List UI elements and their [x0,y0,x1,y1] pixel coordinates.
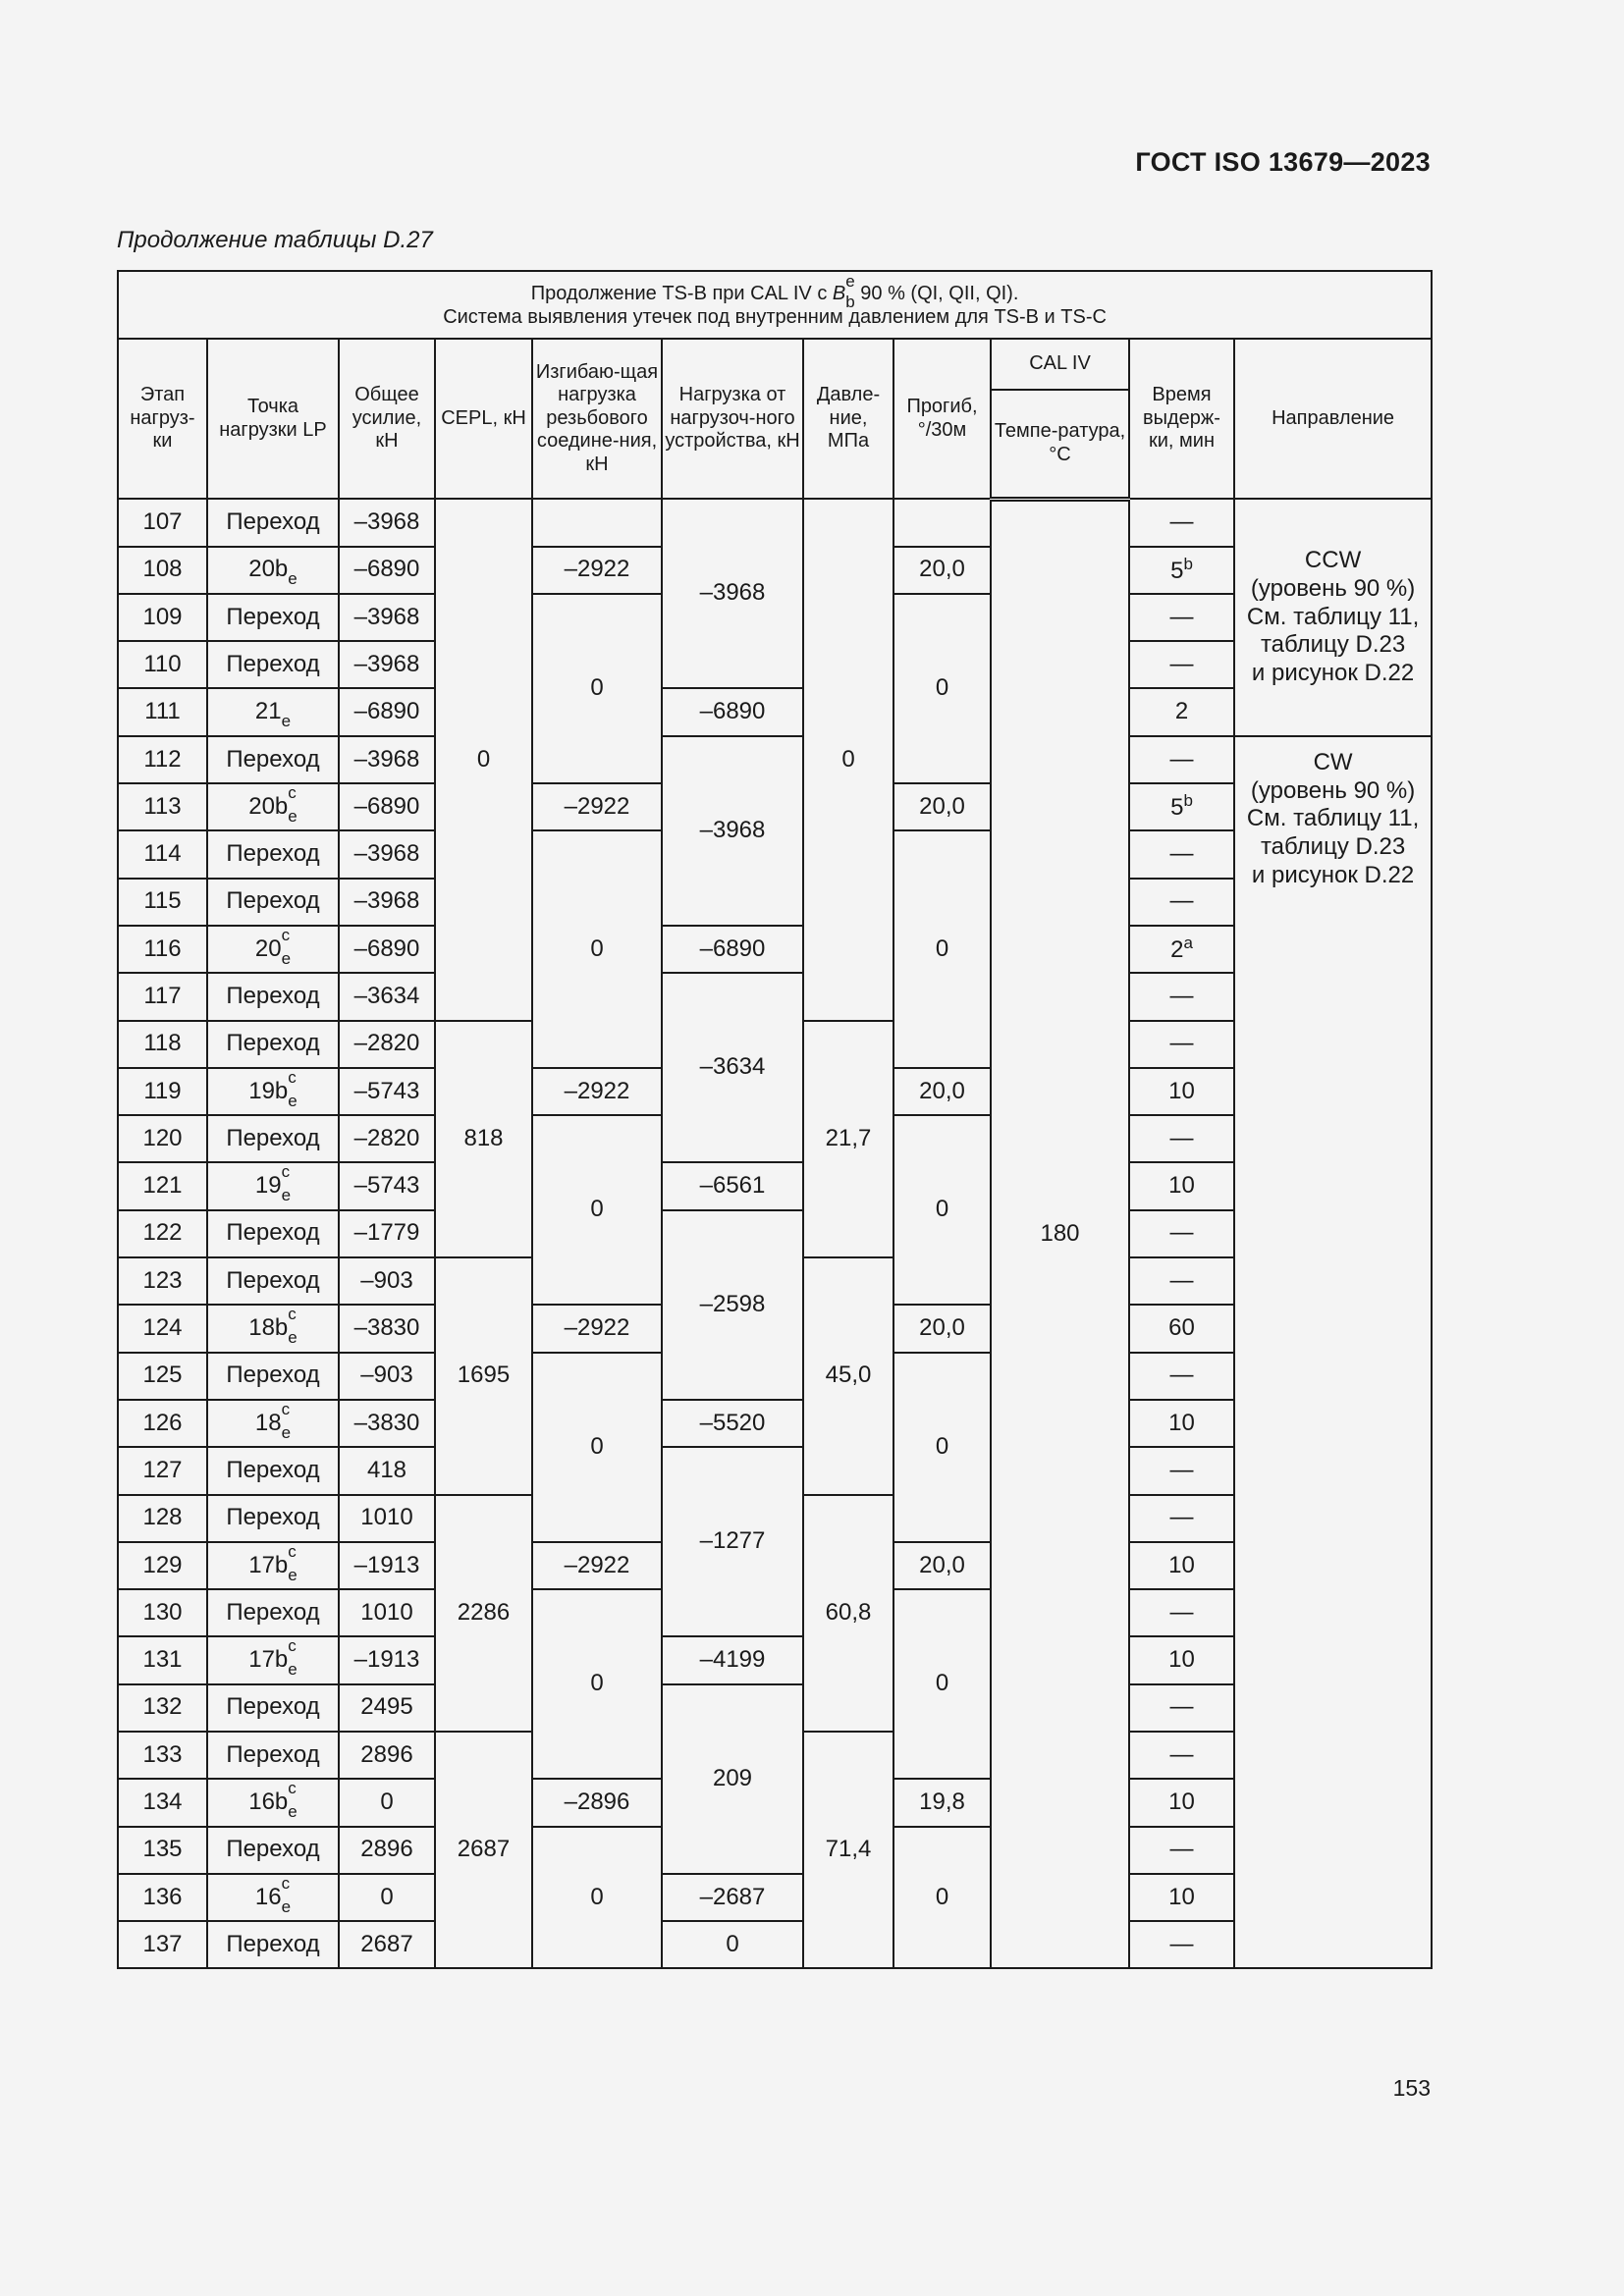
table-continuation-label: Продолжение таблицы D.27 [117,227,433,253]
direction-cell [1234,499,1432,735]
hold-time-cell: — [1129,594,1234,641]
hold-time-cell: 60 [1129,1305,1234,1352]
device-load-cell: –4199 [662,1636,803,1683]
stage-cell: 134 [118,1779,207,1826]
stage-cell: 136 [118,1874,207,1921]
load-point-cell: 19b c $_e$ [207,1068,339,1115]
total-force-cell: –3968 [339,879,435,926]
total-force-cell: –1913 [339,1636,435,1683]
table-row [118,736,1432,783]
bending-load-cell: 0 [532,1353,662,1542]
hold-time-cell: — [1129,641,1234,688]
cepl-cell: 1695 [435,1257,532,1494]
stage-cell: 115 [118,879,207,926]
hold-time-cell: — [1129,1353,1234,1400]
cepl-cell: 818 [435,1021,532,1257]
bending-load-cell [532,499,662,546]
load-point-cell: Переход [207,830,339,878]
header-load-point: Точка нагрузки LP [207,339,339,500]
hold-time-cell: 5$^b$ [1129,783,1234,830]
load-point-cell: Переход [207,641,339,688]
deflection-cell: 19,8 [893,1779,991,1826]
hold-time-cell: — [1129,1827,1234,1874]
hold-time-cell: 10 [1129,1779,1234,1826]
load-point-cell: Переход [207,1447,339,1494]
total-force-cell: –6890 [339,547,435,594]
deflection-cell: 20,0 [893,783,991,830]
stage-cell: 126 [118,1400,207,1447]
total-force-cell: 2896 [339,1827,435,1874]
stage-cell: 114 [118,830,207,878]
stage-cell: 108 [118,547,207,594]
bending-load-cell: 0 [532,1827,662,1969]
total-force-cell: –1779 [339,1210,435,1257]
hold-time-cell: — [1129,830,1234,878]
total-force-cell: –3634 [339,973,435,1020]
header-direction: Направление [1234,339,1432,500]
total-force-cell: 0 [339,1874,435,1921]
load-point-cell: 19 c $_e$ [207,1162,339,1209]
device-load-cell: –2598 [662,1210,803,1400]
total-force-cell: –3968 [339,736,435,783]
deflection-cell: 0 [893,1827,991,1969]
bending-load-cell: 0 [532,1115,662,1305]
deflection-cell: 20,0 [893,1542,991,1589]
load-point-cell: 18 c $_e$ [207,1400,339,1447]
direction-line: CW [1313,748,1353,775]
load-point-cell: 20b c $_e$ [207,783,339,830]
cepl-cell: 2687 [435,1732,532,1968]
load-point-cell: Переход [207,1021,339,1068]
pressure-cell: 71,4 [803,1732,893,1968]
pressure-cell: 21,7 [803,1021,893,1257]
load-point-cell: 16b c $_e$ [207,1779,339,1826]
stage-cell: 135 [118,1827,207,1874]
header-total-force: Общее усилие, кН [339,339,435,500]
total-force-cell: –6890 [339,926,435,973]
load-point-cell: Переход [207,1732,339,1779]
total-force-cell: –3968 [339,499,435,546]
deflection-cell: 20,0 [893,1068,991,1115]
hold-time-cell: — [1129,1589,1234,1636]
pressure-cell: 45,0 [803,1257,893,1494]
cepl-cell: 0 [435,499,532,1020]
stage-cell: 113 [118,783,207,830]
hold-time-cell: 2$^a$ [1129,926,1234,973]
bending-load-cell: –2922 [532,1305,662,1352]
total-force-cell: –3968 [339,830,435,878]
direction-line: и рисунок D.22 [1251,861,1415,888]
stage-cell: 124 [118,1305,207,1352]
bending-load-cell: –2922 [532,1068,662,1115]
hold-time-cell: 10 [1129,1068,1234,1115]
direction-line: таблицу D.23 [1260,631,1406,659]
load-point-cell: Переход [207,1495,339,1542]
total-force-cell: 2896 [339,1732,435,1779]
stage-cell: 122 [118,1210,207,1257]
hold-time-cell: — [1129,1495,1234,1542]
direction-line: таблицу D.23 [1260,833,1406,861]
stage-cell: 119 [118,1068,207,1115]
stage-cell: 131 [118,1636,207,1683]
device-load-cell: –6561 [662,1162,803,1209]
stage-cell: 111 [118,688,207,735]
hold-time-cell: — [1129,499,1234,546]
hold-time-cell: — [1129,1021,1234,1068]
hold-time-cell: 10 [1129,1162,1234,1209]
deflection-cell: 20,0 [893,1305,991,1352]
stage-cell: 116 [118,926,207,973]
direction-line: CCW [1304,547,1362,574]
load-point-cell: Переход [207,1210,339,1257]
device-load-cell: 0 [662,1921,803,1968]
load-point-cell: 17b c $_e$ [207,1636,339,1683]
load-point-cell: Переход [207,1684,339,1732]
stage-cell: 133 [118,1732,207,1779]
total-force-cell: –2820 [339,1021,435,1068]
deflection-cell [893,499,991,546]
total-force-cell: 0 [339,1779,435,1826]
total-force-cell: –2820 [339,1115,435,1162]
stage-cell: 128 [118,1495,207,1542]
hold-time-cell: — [1129,1684,1234,1732]
hold-time-cell: — [1129,1732,1234,1779]
hold-time-cell: 5$^b$ [1129,547,1234,594]
device-load-cell: –3968 [662,736,803,926]
data-table [117,270,1433,1969]
hold-time-cell: — [1129,1447,1234,1494]
stage-cell: 125 [118,1353,207,1400]
load-point-cell: Переход [207,1589,339,1636]
total-force-cell: –3968 [339,641,435,688]
pressure-cell: 0 [803,499,893,1020]
hold-time-cell: — [1129,1921,1234,1968]
hold-time-cell: 10 [1129,1400,1234,1447]
total-force-cell: 1010 [339,1495,435,1542]
total-force-cell: –3968 [339,594,435,641]
device-load-cell: –6890 [662,926,803,973]
total-force-cell: 2495 [339,1684,435,1732]
device-load-cell: –2687 [662,1874,803,1921]
stage-cell: 132 [118,1684,207,1732]
stage-cell: 109 [118,594,207,641]
header-pressure: Давле-ние, МПа [803,339,893,500]
load-point-cell: Переход [207,1921,339,1968]
load-point-cell: Переход [207,1353,339,1400]
stage-cell: 110 [118,641,207,688]
table-caption [118,271,1432,339]
direction-cell [1234,736,1432,1969]
total-force-cell: –6890 [339,688,435,735]
deflection-cell: 0 [893,594,991,783]
device-load-cell: 209 [662,1684,803,1874]
total-force-cell: 1010 [339,1589,435,1636]
load-point-cell: 21 $_e$ [207,688,339,735]
hold-time-cell: — [1129,1257,1234,1305]
stage-cell: 123 [118,1257,207,1305]
direction-line: См. таблицу 11, [1246,805,1420,832]
header-deflection: Прогиб, °/30м [893,339,991,500]
deflection-cell: 0 [893,1589,991,1779]
device-load-cell: –5520 [662,1400,803,1447]
device-load-cell: –6890 [662,688,803,735]
hold-time-cell: — [1129,879,1234,926]
stage-cell: 130 [118,1589,207,1636]
hold-time-cell: 10 [1129,1874,1234,1921]
stage-cell: 137 [118,1921,207,1968]
caption-line1: Продолжение TS-B при CAL IV с B e $_b$ 90 % (QI, QII, QI). [530,272,1019,311]
load-point-cell: 16 c $_e$ [207,1874,339,1921]
device-load-cell: –3634 [662,973,803,1162]
bending-load-cell: –2896 [532,1779,662,1826]
cepl-cell: 2286 [435,1495,532,1732]
total-force-cell: –3830 [339,1400,435,1447]
load-point-cell: Переход [207,1257,339,1305]
bending-load-cell: 0 [532,830,662,1067]
bending-load-cell: 0 [532,594,662,783]
direction-line: См. таблицу 11, [1246,603,1420,630]
header-cepl: CEPL, кН [435,339,532,500]
load-point-cell: Переход [207,973,339,1020]
load-point-cell: Переход [207,1827,339,1874]
stage-cell: 112 [118,736,207,783]
total-force-cell: –6890 [339,783,435,830]
hold-time-cell: — [1129,1210,1234,1257]
total-force-cell: 418 [339,1447,435,1494]
deflection-cell: 0 [893,1115,991,1305]
total-force-cell: –5743 [339,1162,435,1209]
caption-line2: Система выявления утечек под внутренним давлением для TS-B и TS-C [443,306,1107,329]
hold-time-cell: 10 [1129,1542,1234,1589]
hold-time-cell: 2 [1129,688,1234,735]
stage-cell: 129 [118,1542,207,1589]
total-force-cell: 2687 [339,1921,435,1968]
total-force-cell: –3830 [339,1305,435,1352]
bending-load-cell: –2922 [532,1542,662,1589]
bending-load-cell: –2922 [532,783,662,830]
direction-line: (уровень 90 %) [1250,776,1416,804]
device-load-cell: –1277 [662,1447,803,1636]
header-hold-time: Время выдерж-ки, мин [1129,339,1234,500]
deflection-cell: 0 [893,1353,991,1542]
stage-cell: 120 [118,1115,207,1162]
stage-cell: 127 [118,1447,207,1494]
hold-time-cell: — [1129,973,1234,1020]
device-load-cell: –3968 [662,499,803,688]
stage-cell: 121 [118,1162,207,1209]
stage-cell: 117 [118,973,207,1020]
load-point-cell: Переход [207,594,339,641]
header-device-load: Нагрузка от нагрузоч-ного устройства, кН [662,339,803,500]
direction-line: (уровень 90 %) [1250,574,1416,602]
bending-load-cell: 0 [532,1589,662,1779]
header-bending-load: Изгибаю-щая нагрузка резьбового соедине-ния, кН [532,339,662,500]
total-force-cell: –903 [339,1257,435,1305]
load-point-cell: Переход [207,499,339,546]
total-force-cell: –903 [339,1353,435,1400]
deflection-cell: 0 [893,830,991,1067]
deflection-cell: 20,0 [893,547,991,594]
load-point-cell: Переход [207,1115,339,1162]
direction-line: и рисунок D.22 [1251,660,1415,687]
hold-time-cell: — [1129,1115,1234,1162]
load-point-cell: 18b c $_e$ [207,1305,339,1352]
load-point-cell: Переход [207,879,339,926]
temperature-cell: 180 [991,499,1129,1968]
header-temperature: Темпе-ратура, °С [991,390,1129,500]
header-cal-iv: CAL IV [991,339,1129,390]
stage-cell: 118 [118,1021,207,1068]
header-stage: Этап нагруз-ки [118,339,207,500]
hold-time-cell: — [1129,736,1234,783]
page-number: 153 [1392,2075,1431,2101]
hold-time-cell: 10 [1129,1636,1234,1683]
table-row [118,499,1432,546]
load-point-cell: Переход [207,736,339,783]
load-point-cell: 20 c $_e$ [207,926,339,973]
load-point-cell: 20b $_e$ [207,547,339,594]
stage-cell: 107 [118,499,207,546]
load-point-cell: 17b c $_e$ [207,1542,339,1589]
pressure-cell: 60,8 [803,1495,893,1732]
bending-load-cell: –2922 [532,547,662,594]
total-force-cell: –1913 [339,1542,435,1589]
standard-designation: ГОСТ ISO 13679—2023 [1135,147,1431,177]
total-force-cell: –5743 [339,1068,435,1115]
